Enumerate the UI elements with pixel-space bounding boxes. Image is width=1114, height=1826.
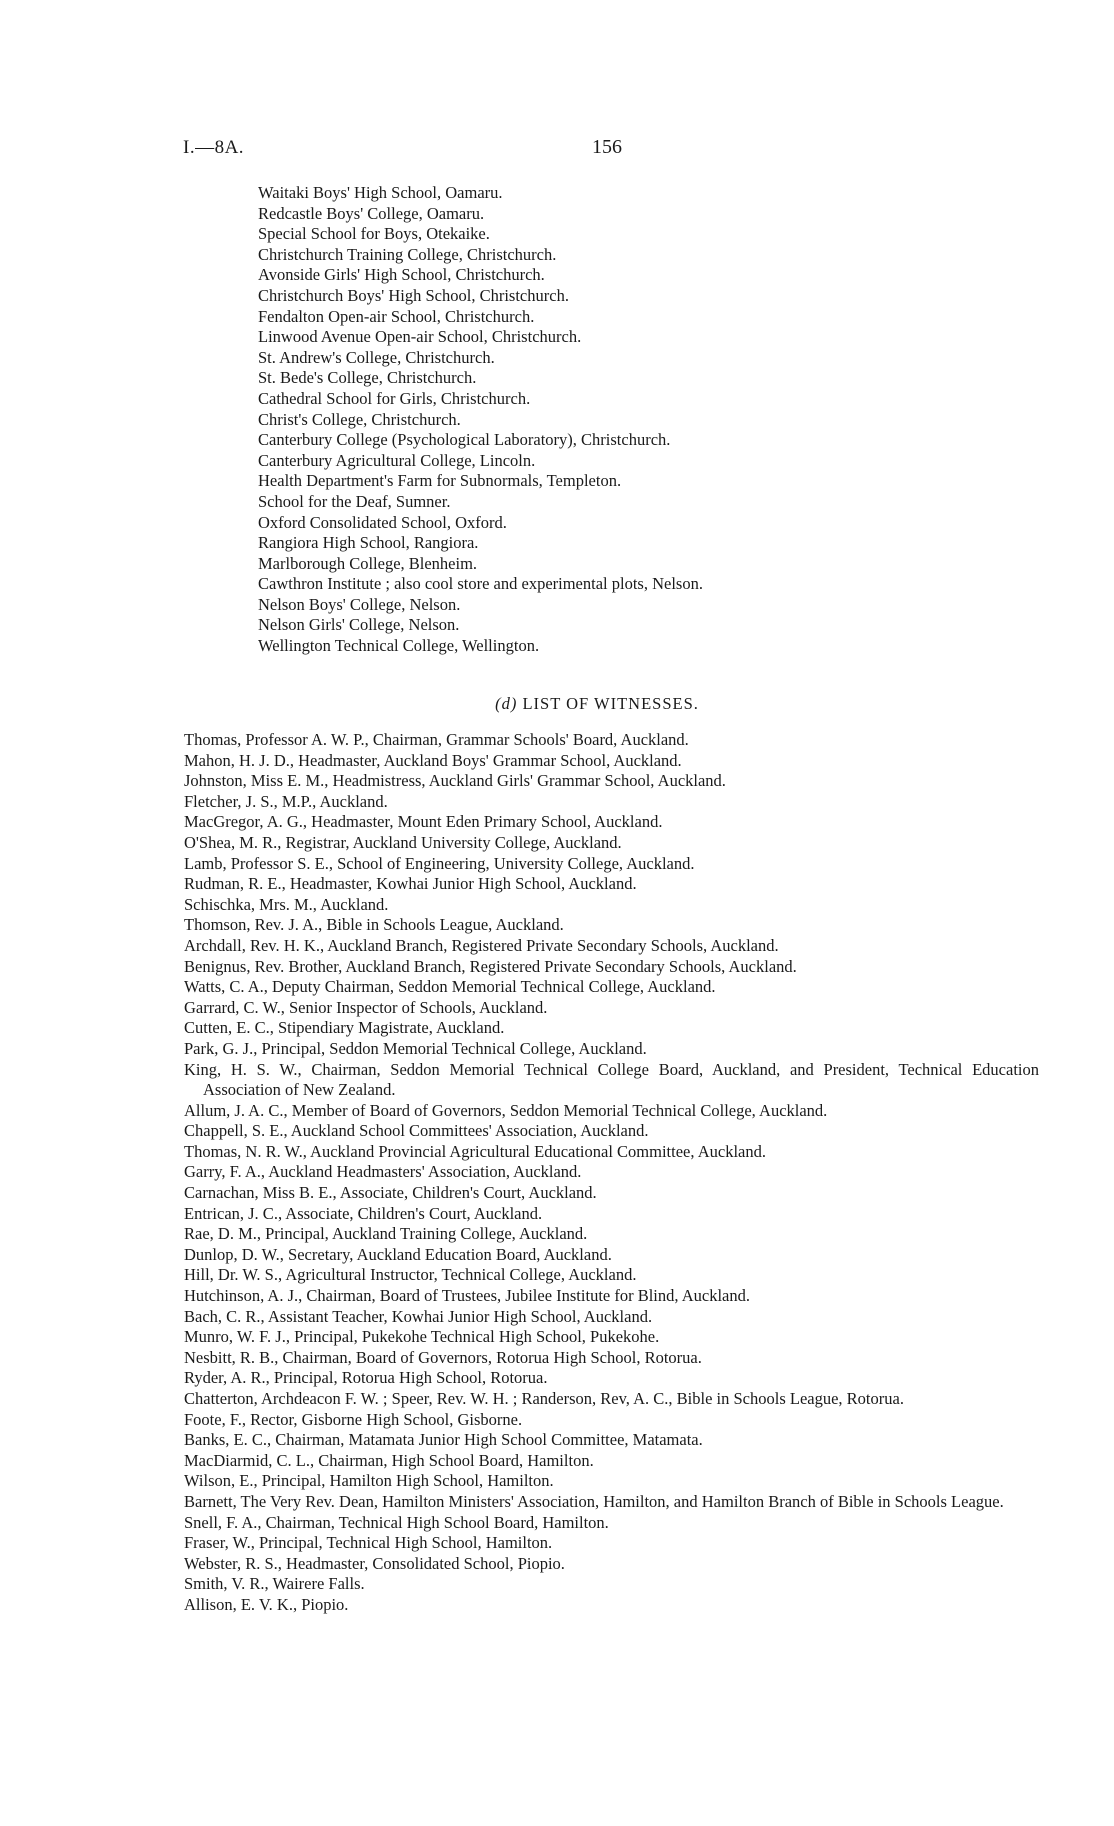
witness-entry: Thomas, Professor A. W. P., Chairman, Grammar Schools' Board, Auckland. <box>184 730 689 749</box>
school-item: Nelson Boys' College, Nelson. <box>258 594 461 614</box>
witness-entry: Garry, F. A., Auckland Headmasters' Association, Auckland. <box>184 1162 582 1182</box>
witness-entry: MacDiarmid, C. L., Chairman, High School Board, Hamilton. <box>184 1450 594 1470</box>
school-item: Avonside Girls' High School, Christchurch. <box>258 265 545 285</box>
witness-entry: Benignus, Rev. Brother, Auckland Branch, Registered Private Secondary Schools, Auckland. <box>184 956 797 976</box>
witness-entry: King, H. S. W., Chairman, Seddon Memorial Technical College Board, Auckland, and President, Technical Education Association of New Zealand. <box>184 1059 1039 1100</box>
school-item: Cawthron Institute ; also cool store and experimental plots, Nelson. <box>258 574 703 594</box>
witness-entry: Entrican, J. C., Associate, Children's Court, Auckland. <box>184 1203 543 1223</box>
witness-entry: Fraser, W., Principal, Technical High School, Hamilton. <box>184 1533 553 1553</box>
school-item: Special School for Boys, Otekaike. <box>258 224 490 244</box>
witness-entry: Lamb, Professor S. E., School of Engineering, University College, Auckland. <box>184 853 695 873</box>
witness-entry: Foote, F., Rector, Gisborne High School, Gisborne. <box>184 1409 523 1429</box>
witness-entry: Webster, R. S., Headmaster, Consolidated School, Piopio. <box>184 1553 565 1573</box>
schools-list <box>258 183 1078 657</box>
witness-entry: Rae, D. M., Principal, Auckland Training College, Auckland. <box>184 1224 588 1244</box>
school-item: St. Bede's College, Christchurch. <box>258 368 477 388</box>
witness-entry: O'Shea, M. R., Registrar, Auckland University College, Auckland. <box>184 832 622 852</box>
witness-entry: Banks, E. C., Chairman, Matamata Junior High School Committee, Matamata. <box>184 1430 703 1450</box>
witness-entry: Chatterton, Archdeacon F. W. ; Speer, Rev. W. H. ; Randerson, Rev, A. C., Bible in Schools League, Rotorua. <box>184 1389 904 1408</box>
witness-entry: Bach, C. R., Assistant Teacher, Kowhai Junior High School, Auckland. <box>184 1306 653 1326</box>
school-item: Marlborough College, Blenheim. <box>258 553 478 573</box>
school-item: Christchurch Boys' High School, Christchurch. <box>258 285 569 305</box>
witness-entry: Allison, E. V. K., Piopio. <box>184 1594 349 1614</box>
page-header <box>0 0 1114 160</box>
witness-entry: Chappell, S. E., Auckland School Committees' Association, Auckland. <box>184 1121 649 1141</box>
witnesses-heading <box>0 694 1114 714</box>
school-item: School for the Deaf, Sumner. <box>258 491 451 511</box>
section-letter: (d) <box>495 694 518 713</box>
witness-entry: Rudman, R. E., Headmaster, Kowhai Junior High School, Auckland. <box>184 874 637 894</box>
document-reference: I.—8A. <box>183 137 245 158</box>
witness-entry: Smith, V. R., Wairere Falls. <box>184 1574 365 1594</box>
witness-entry: Park, G. J., Principal, Seddon Memorial Technical College, Auckland. <box>184 1038 647 1058</box>
witness-entry: Nesbitt, R. B., Chairman, Board of Governors, Rotorua High School, Rotorua. <box>184 1347 702 1367</box>
witness-entry: Hutchinson, A. J., Chairman, Board of Trustees, Jubilee Institute for Blind, Auckland. <box>184 1286 750 1306</box>
witness-entry: Barnett, The Very Rev. Dean, Hamilton Ministers' Association, Hamilton, and Hamilton Branch of Bible in Schools League. <box>184 1491 1004 1511</box>
school-item: Nelson Girls' College, Nelson. <box>258 615 460 635</box>
witness-entry: Thomson, Rev. J. A., Bible in Schools League, Auckland. <box>184 915 564 935</box>
witness-entry: Dunlop, D. W., Secretary, Auckland Education Board, Auckland. <box>184 1244 612 1264</box>
witness-entry: MacGregor, A. G., Headmaster, Mount Eden Primary School, Auckland. <box>184 812 663 832</box>
witness-entry: Watts, C. A., Deputy Chairman, Seddon Memorial Technical College, Auckland. <box>184 977 716 997</box>
witness-entry: Cutten, E. C., Stipendiary Magistrate, Auckland. <box>184 1018 505 1038</box>
school-item: Canterbury Agricultural College, Lincoln. <box>258 450 536 470</box>
witness-entry: Thomas, N. R. W., Auckland Provincial Agricultural Educational Committee, Auckland. <box>184 1141 766 1161</box>
witness-entry: Garrard, C. W., Senior Inspector of Schools, Auckland. <box>184 997 548 1017</box>
witness-entry: Ryder, A. R., Principal, Rotorua High School, Rotorua. <box>184 1368 548 1388</box>
witness-entry: Allum, J. A. C., Member of Board of Governors, Seddon Memorial Technical College, Auckland. <box>184 1100 828 1120</box>
witness-entry: Mahon, H. J. D., Headmaster, Auckland Boys' Grammar School, Auckland. <box>184 750 682 770</box>
witness-entry: Schischka, Mrs. M., Auckland. <box>184 894 389 914</box>
witness-entry: Wilson, E., Principal, Hamilton High School, Hamilton. <box>184 1471 554 1491</box>
section-title: LIST OF WITNESSES. <box>522 694 699 713</box>
school-item: Oxford Consolidated School, Oxford. <box>258 512 507 532</box>
witness-entry: Carnachan, Miss B. E., Associate, Children's Court, Auckland. <box>184 1183 597 1203</box>
page-number: 156 <box>592 136 622 158</box>
school-item: St. Andrew's College, Christchurch. <box>258 347 495 367</box>
school-item: Waitaki Boys' High School, Oamaru. <box>258 183 503 202</box>
school-item: Redcastle Boys' College, Oamaru. <box>258 203 485 223</box>
school-item: Health Department's Farm for Subnormals, Templeton. <box>258 471 622 491</box>
witness-entry: Hill, Dr. W. S., Agricultural Instructor, Technical College, Auckland. <box>184 1265 637 1285</box>
school-item: Christ's College, Christchurch. <box>258 409 461 429</box>
witness-entry: Snell, F. A., Chairman, Technical High School Board, Hamilton. <box>184 1512 609 1532</box>
witnesses-list <box>184 730 1039 1616</box>
witness-entry: Munro, W. F. J., Principal, Pukekohe Technical High School, Pukekohe. <box>184 1327 660 1347</box>
school-item: Linwood Avenue Open-air School, Christchurch. <box>258 327 582 347</box>
school-item: Fendalton Open-air School, Christchurch. <box>258 306 535 326</box>
witness-entry: Johnston, Miss E. M., Headmistress, Auckland Girls' Grammar School, Auckland. <box>184 771 726 791</box>
witness-entry: Fletcher, J. S., M.P., Auckland. <box>184 791 388 811</box>
school-item: Canterbury College (Psychological Laboratory), Christchurch. <box>258 430 671 450</box>
witness-entry: Archdall, Rev. H. K., Auckland Branch, Registered Private Secondary Schools, Auckland. <box>184 935 779 955</box>
school-item: Wellington Technical College, Wellington. <box>258 636 540 656</box>
school-item: Rangiora High School, Rangiora. <box>258 533 479 553</box>
school-item: Cathedral School for Girls, Christchurch. <box>258 388 531 408</box>
school-item: Christchurch Training College, Christchurch. <box>258 244 557 264</box>
